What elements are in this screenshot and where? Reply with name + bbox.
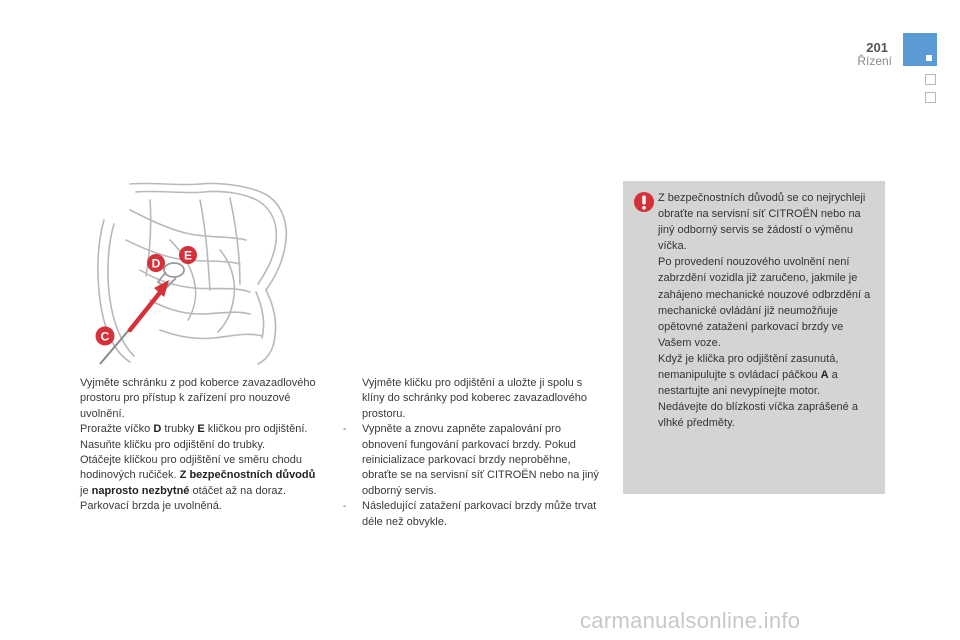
text-span: Když je klička pro odjištění zasunutá, nemanipulujte s ovládací páčkou <box>658 352 839 382</box>
label-c <box>96 327 115 346</box>
section-title: Řízení <box>857 54 892 68</box>
svg-text:C: C <box>100 329 110 344</box>
warning-paragraph <box>658 254 878 351</box>
text-span: Nedávejte do blízkosti víčka zaprášené a vlhké předměty. <box>658 401 858 430</box>
warning-paragraph <box>658 190 878 254</box>
watermark: carmanualsonline.info <box>580 608 801 633</box>
chapter-tab[interactable] <box>925 92 936 103</box>
warning-exclamation-icon <box>633 191 655 213</box>
instruction-item <box>342 422 607 499</box>
label-e <box>179 246 197 264</box>
text-span: je <box>80 484 92 497</box>
bold-text: naprosto nezbytné <box>91 484 190 497</box>
text-span: Následující zatažení parkovací brzdy může trvat déle než obvykle. <box>362 500 597 528</box>
instruction-item <box>60 376 320 422</box>
warning-paragraph <box>658 399 878 431</box>
dash-bullet: - <box>343 501 347 513</box>
bold-text: D <box>153 423 162 436</box>
instructions-right-column <box>342 376 607 530</box>
instruction-item <box>60 453 320 515</box>
text-span: kličkou pro odjištění. <box>204 423 308 436</box>
warning-box <box>623 181 885 494</box>
text-span: Vypněte a znovu zapněte zapalování pro obnovení fungování parkovací brzdy. Pokud reinicializace parkovací brzdy neproběhne, obraťte se na servisní síť CITROËN nebo na jiný odborný servis. <box>362 423 599 497</box>
text-span: a nestartujte ani nevypínejte motor. <box>658 369 838 398</box>
warning-paragraph <box>658 351 878 399</box>
svg-text:D: D <box>151 256 161 271</box>
chapter-tab[interactable] <box>925 74 936 85</box>
bold-text: E <box>197 423 205 436</box>
bold-text: A <box>820 369 829 382</box>
chapter-tab-active[interactable] <box>903 33 937 66</box>
page-number: 201 <box>866 40 888 55</box>
instruction-item <box>60 438 320 453</box>
instruction-item <box>342 376 607 422</box>
instruction-item <box>342 499 607 530</box>
text-span: otáčet až na doraz. Parkovací brzda je uvolněná. <box>80 484 287 513</box>
dash-bullet: - <box>343 424 347 436</box>
text-span: Po provedení nouzového uvolnění není zabrzdění vozidla již zaručeno, jakmile je zahájeno mechanické nouzové odbrzdění a mechanické ovládání již neumožňuje opětovné zatažení parkovací brzdy ve Vašem voze. <box>658 256 871 349</box>
warning-text <box>658 190 878 431</box>
text-span: Proražte víčko <box>80 423 154 436</box>
svg-text:E: E <box>183 248 193 263</box>
text-span: Vyjměte kličku pro odjištění a uložte ji spolu s klíny do schránky pod koberec zavazadlového prostoru. <box>362 377 588 420</box>
text-span: Z bezpečnostních důvodů se co nejrychleji obraťte na servisní síť CITROËN nebo na jiný odborný servis se žádostí o výměnu víčka. <box>658 192 866 253</box>
instruction-item <box>60 422 320 437</box>
text-span: trubky <box>161 423 198 436</box>
release-mechanism-illustration <box>90 180 295 365</box>
text-span: Nasuňte kličku pro odjištění do trubky. <box>80 438 266 451</box>
text-span: Vyjměte schránku z pod koberce zavazadlového prostoru pro přístup k zařízení pro nouzové uvolnění. <box>80 377 316 420</box>
text-span: Otáčejte kličkou pro odjištění ve směru chodu hodinových ručiček. <box>80 454 302 482</box>
label-d <box>147 254 165 272</box>
bold-text: Z bezpečnostních důvodů <box>179 469 316 482</box>
instructions-left-column <box>60 376 320 515</box>
